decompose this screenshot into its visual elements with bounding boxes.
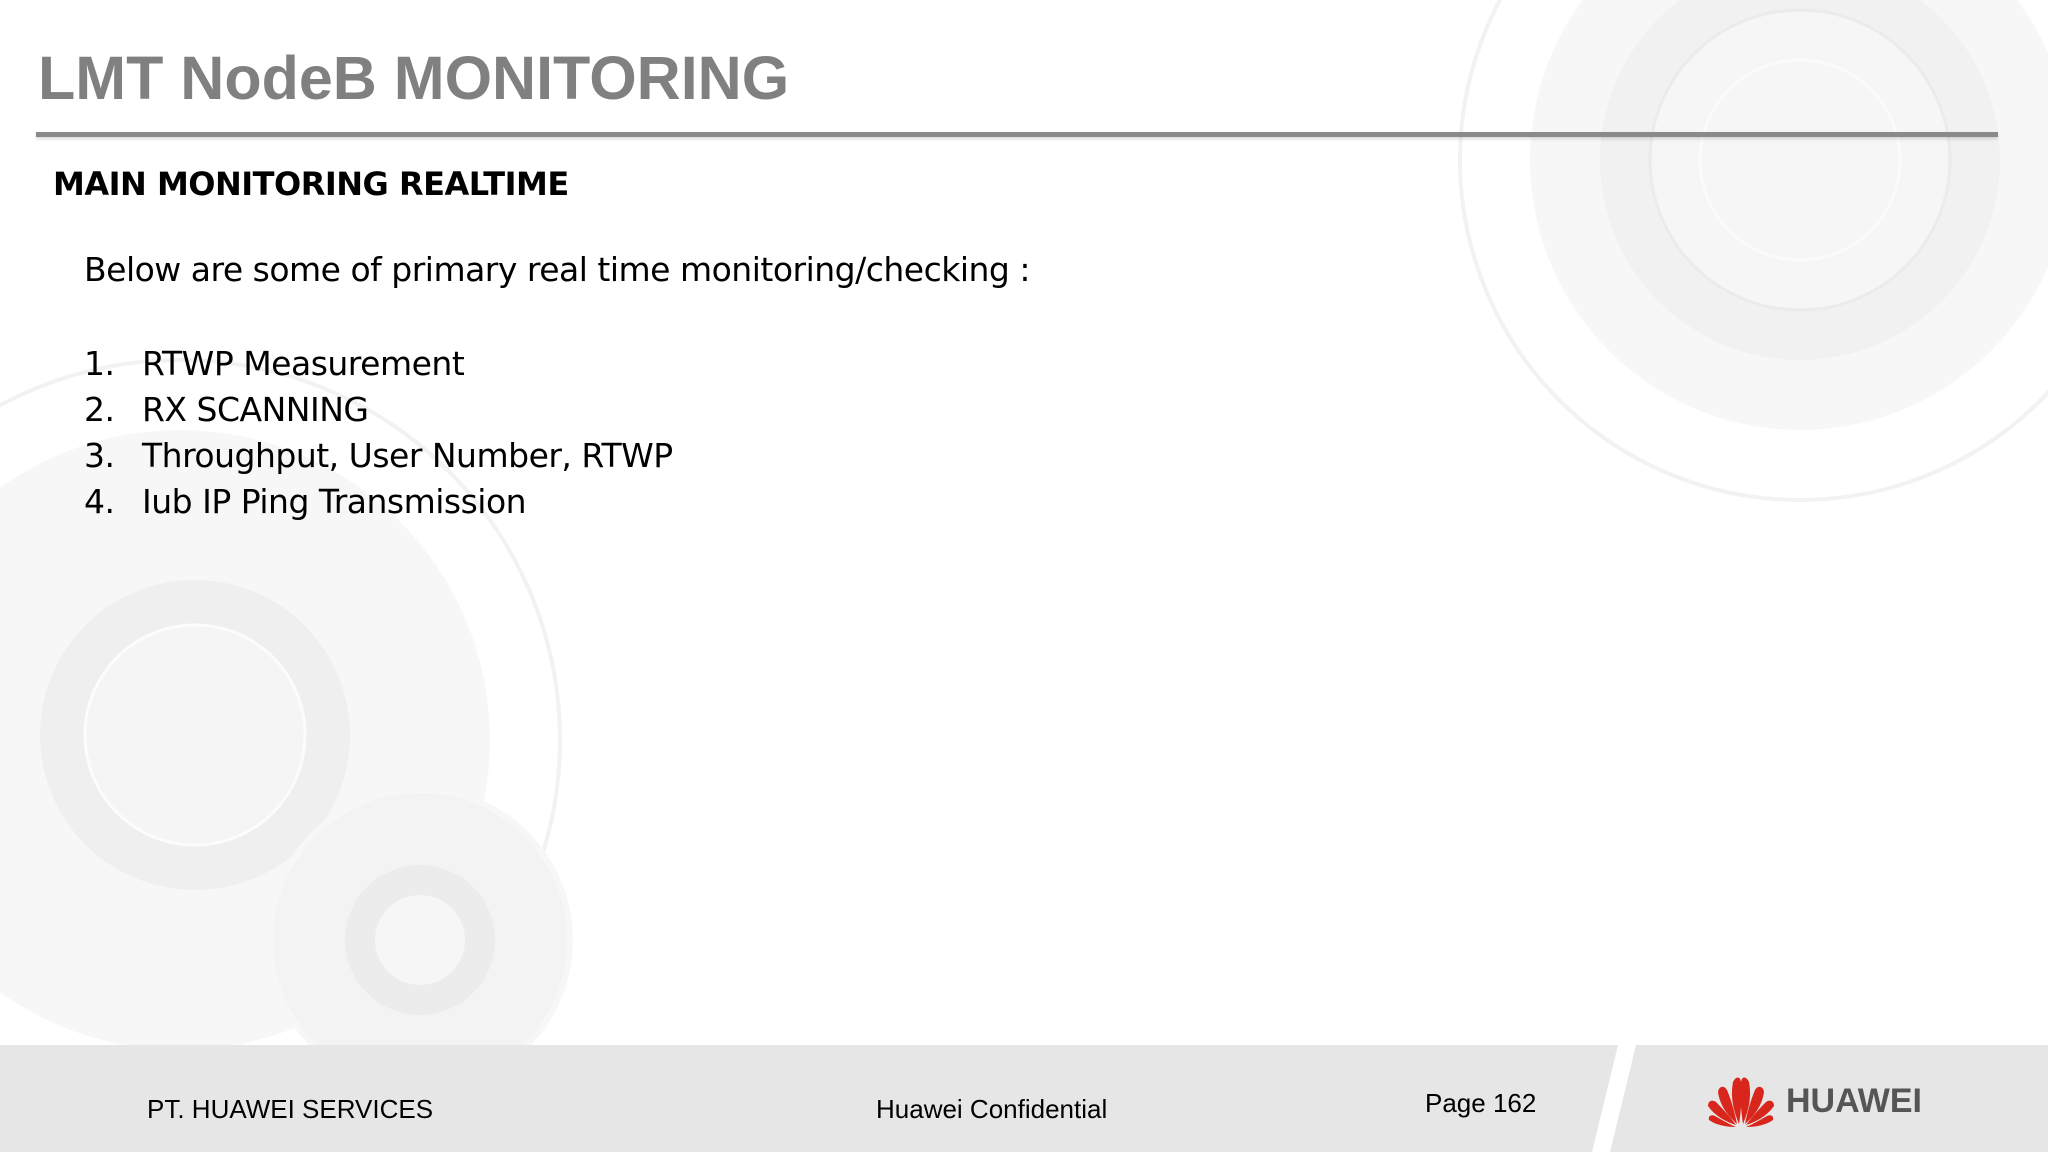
huawei-logo [1706, 1072, 1936, 1128]
list-item [84, 341, 673, 387]
list-item-label: RTWP Measurement [142, 344, 465, 383]
title-divider [36, 132, 1998, 137]
list-item [84, 433, 673, 479]
list-item [84, 479, 673, 525]
huawei-petal-logo-icon [1706, 1072, 1776, 1128]
list-item-label: Throughput, User Number, RTWP [142, 436, 673, 475]
list-item-label: Iub IP Ping Transmission [142, 482, 527, 521]
footer-company: PT. HUAWEI SERVICES [147, 1094, 434, 1124]
monitoring-list [84, 341, 673, 525]
page-number: Page 162 [1425, 1088, 1537, 1118]
slide-title: LMT NodeB MONITORING [38, 44, 790, 112]
list-item [84, 387, 673, 433]
list-item-number: 4. [84, 482, 115, 521]
list-item-number: 1. [84, 344, 115, 383]
huawei-wordmark: HUAWEI [1786, 1082, 1922, 1120]
list-item-label: RX SCANNING [142, 390, 369, 429]
footer-confidential-label: Huawei Confidential [876, 1094, 1108, 1124]
list-item-number: 2. [84, 390, 115, 429]
list-item-number: 3. [84, 436, 115, 475]
intro-paragraph: Below are some of primary real time monitoring/checking : [84, 250, 1030, 289]
section-heading: MAIN MONITORING REALTIME [53, 165, 569, 203]
